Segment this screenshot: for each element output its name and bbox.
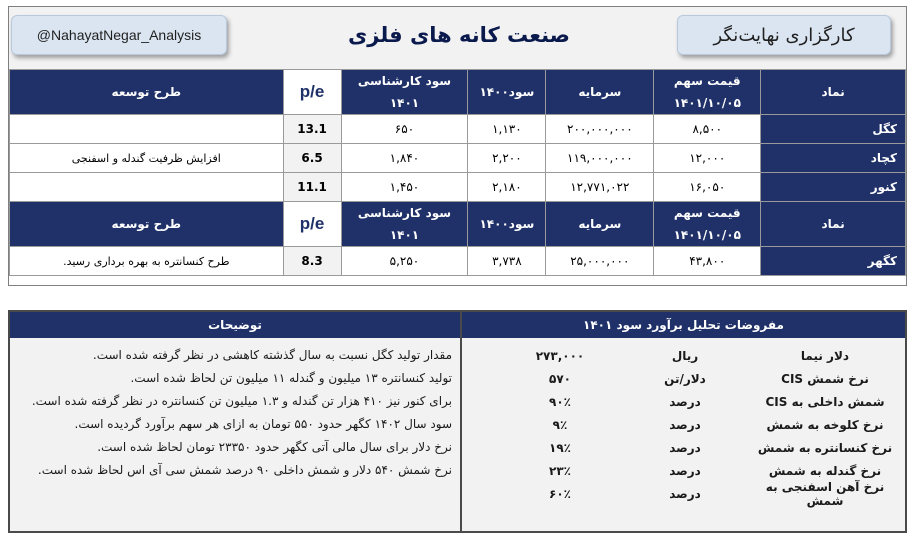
- cell-plan: [10, 173, 284, 202]
- cell-symbol: کچاد: [761, 144, 906, 173]
- assumption-label: دلار نیما: [800, 348, 850, 363]
- assumption-unit: درصد: [669, 417, 701, 432]
- assumption-value: ۱۹٪: [549, 440, 571, 455]
- assumption-row: [468, 344, 900, 367]
- cell-pe: 8.3: [283, 247, 341, 276]
- cell-price: ۱۶,۰۵۰: [654, 173, 761, 202]
- col-capital: سرمایه: [546, 70, 654, 115]
- col-expert: سود کارشناسی ۱۴۰۱: [341, 202, 468, 247]
- cell-expert: ۵,۲۵۰: [341, 247, 468, 276]
- cell-price: ۸,۵۰۰: [654, 115, 761, 144]
- cell-pe: 6.5: [283, 144, 341, 173]
- cell-expert: ۶۵۰: [341, 115, 468, 144]
- assumption-unit: ریال: [671, 348, 699, 363]
- cell-capital: ۱۱۹,۰۰۰,۰۰۰: [546, 144, 654, 173]
- assumption-value: ۵۷۰: [549, 371, 571, 386]
- col-price: قیمت سهم ۱۴۰۱/۱۰/۰۵: [654, 70, 761, 115]
- col-symbol: نماد: [761, 70, 906, 115]
- note-line: مقدار تولید کگل نسبت به سال گذشته کاهشی در نظر گرفته شده است.: [92, 348, 452, 362]
- handle-badge: @NahayatNegar_Analysis: [11, 15, 227, 55]
- assumption-label: نرخ کنسانتره به شمش: [757, 440, 893, 455]
- col-capital: سرمایه: [546, 202, 654, 247]
- col-profit1400: سود۱۴۰۰: [468, 202, 546, 247]
- assumption-unit: درصد: [669, 440, 701, 455]
- notes-title: توضیحات: [10, 312, 460, 338]
- assumption-row: [468, 390, 900, 413]
- col-profit1400: سود۱۴۰۰: [468, 70, 546, 115]
- assumption-label: شمش داخلی به CIS: [765, 394, 885, 409]
- table-row: [10, 173, 906, 202]
- assumptions-title: مفروضات تحلیل برآورد سود ۱۴۰۱: [462, 312, 905, 338]
- col-price: قیمت سهم ۱۴۰۱/۱۰/۰۵: [654, 202, 761, 247]
- assumption-value: ۹۰٪: [549, 394, 571, 409]
- col-expert: سود کارشناسی ۱۴۰۱: [341, 70, 468, 115]
- assumption-unit: درصد: [669, 486, 701, 501]
- page-title: صنعت کانه های فلزی: [348, 23, 570, 47]
- cell-profit1400: ۳,۷۳۸: [468, 247, 546, 276]
- assumption-value: ۶۰٪: [549, 486, 571, 501]
- assumption-label: نرخ آهن اسفنجی به شمش: [765, 479, 885, 508]
- assumption-row: [468, 479, 900, 508]
- stocks-table: [9, 69, 906, 276]
- assumptions-list: [468, 344, 900, 508]
- cell-expert: ۱,۸۴۰: [341, 144, 468, 173]
- header-band: [9, 7, 906, 69]
- table-row: [10, 115, 906, 144]
- cell-expert: ۱,۴۵۰: [341, 173, 468, 202]
- brand-badge: کارگزاری نهایت‌نگر: [677, 15, 891, 55]
- cell-price: ۱۲,۰۰۰: [654, 144, 761, 173]
- cell-profit1400: ۲,۲۰۰: [468, 144, 546, 173]
- assumption-row: [468, 436, 900, 459]
- assumption-unit: درصد: [669, 463, 701, 478]
- table-row: [10, 247, 906, 276]
- bottom-panel: [8, 310, 907, 533]
- assumption-row: [468, 367, 900, 390]
- assumption-value: ۲۳٪: [549, 463, 571, 478]
- cell-capital: ۲۰۰,۰۰۰,۰۰۰: [546, 115, 654, 144]
- col-pe: p/e: [283, 202, 341, 247]
- note-line: نرخ دلار برای سال مالی آتی کگهر حدود ۲۳۳۵۰ تومان لحاظ شده است.: [97, 440, 452, 454]
- table-header-row: [10, 202, 906, 247]
- assumption-label: نرخ شمش CIS: [781, 371, 869, 386]
- col-symbol: نماد: [761, 202, 906, 247]
- note-line: برای کنور نیز ۴۱۰ هزار تن گندله و ۱.۳ میلیون تن کنسانتره در نظر گرفته شده است.: [31, 394, 452, 408]
- cell-symbol: کنور: [761, 173, 906, 202]
- cell-plan: افزایش ظرفیت گندله و اسفنجی: [10, 144, 284, 173]
- assumption-unit: دلار/تن: [664, 371, 706, 386]
- assumption-label: نرخ کلوخه به شمش: [766, 417, 884, 432]
- col-plan: طرح توسعه: [10, 70, 284, 115]
- table-row: [10, 144, 906, 173]
- table-header-row: [10, 70, 906, 115]
- cell-profit1400: ۲,۱۸۰: [468, 173, 546, 202]
- col-pe: p/e: [283, 70, 341, 115]
- cell-pe: 13.1: [283, 115, 341, 144]
- note-line: نرخ شمش ۵۴۰ دلار و شمش داخلی ۹۰ درصد شمش سی آی اس لحاظ شده است.: [37, 463, 452, 477]
- assumption-value: ۲۷۳,۰۰۰: [535, 348, 585, 363]
- cell-capital: ۲۵,۰۰۰,۰۰۰: [546, 247, 654, 276]
- cell-plan: طرح کنسانتره به بهره برداری رسید.: [10, 247, 284, 276]
- top-panel: [8, 6, 907, 286]
- cell-price: ۴۳,۸۰۰: [654, 247, 761, 276]
- notes-list: [20, 344, 452, 482]
- note-line: تولید کنسانتره ۱۳ میلیون و گندله ۱۱ میلیون تن لحاظ شده است.: [130, 371, 452, 385]
- cell-profit1400: ۱,۱۳۰: [468, 115, 546, 144]
- assumption-value: ۹٪: [552, 417, 568, 432]
- assumption-label: نرخ گندله به شمش: [768, 463, 882, 478]
- assumption-row: [468, 413, 900, 436]
- cell-pe: 11.1: [283, 173, 341, 202]
- assumption-unit: درصد: [669, 394, 701, 409]
- panel-divider: [460, 312, 462, 531]
- cell-plan: [10, 115, 284, 144]
- note-line: سود سال ۱۴۰۲ کگهر حدود ۵۵۰ تومان به ازای هر سهم برآورد گردیده است.: [74, 417, 452, 431]
- cell-symbol: کگل: [761, 115, 906, 144]
- col-plan: طرح توسعه: [10, 202, 284, 247]
- cell-capital: ۱۲,۷۷۱,۰۲۲: [546, 173, 654, 202]
- cell-symbol: کگهر: [761, 247, 906, 276]
